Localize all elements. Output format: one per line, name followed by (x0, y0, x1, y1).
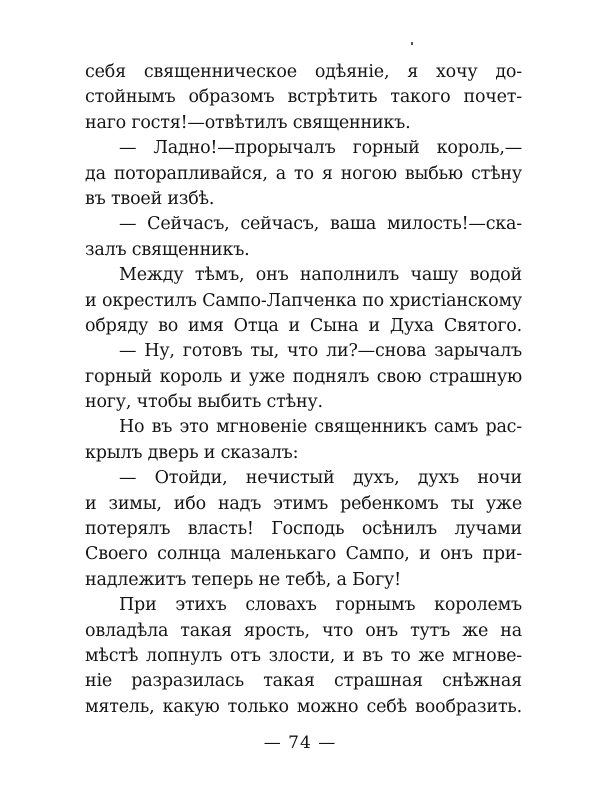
text-line: Своего солнца маленькаго Сампо, и онъ при- (85, 544, 522, 565)
text-line: Но въ это мгновеніе священникъ самъ рас- (119, 417, 522, 438)
text-line: да поторапливайся, а то я ногою выбью стѣну (85, 163, 522, 184)
print-speck (411, 42, 413, 45)
text-line: мятель, какую только можно себѣ вообразить. (85, 696, 522, 717)
text-line: обряду во имя Отца и Сына и Духа Святого. (85, 315, 522, 336)
text-line: — Ладно!—прорычалъ горный король,— (119, 138, 522, 159)
text-line: мѣстѣ лопнулъ отъ злости, и въ то же мгнове- (85, 645, 522, 666)
text-line: При этихъ словахъ горнымъ королемъ (119, 595, 522, 616)
text-line: овладѣла такая ярость, что онъ тутъ же на (85, 620, 522, 641)
text-line: ногу, чтобы выбить стѣну. (85, 392, 323, 413)
text-line: себя священническое одѣяніе, я хочу до- (85, 62, 522, 82)
text-line: крылъ дверь и сказалъ: (85, 442, 299, 463)
page-body-text (85, 60, 522, 720)
text-line: — Отойди, нечистый духъ, духъ ночи (119, 468, 522, 489)
text-line: — Ну, готовъ ты, что ли?—снова зарычалъ (119, 341, 522, 362)
text-line: горный король и уже поднялъ свою страшную (85, 366, 522, 387)
text-line: надлежитъ теперь не тебѣ, а Богу! (85, 569, 401, 590)
text-line: ніе разразилась такая страшная снѣжная (85, 671, 522, 692)
text-line: потерялъ власть! Господь осѣнилъ лучами (85, 519, 522, 540)
text-line: Между тѣмъ, онъ наполнилъ чашу водой (119, 265, 522, 286)
text-line: въ твоей избѣ. (85, 188, 215, 209)
page-number: — 74 — (263, 733, 337, 753)
text-line: и зимы, ибо надъ этимъ ребенкомъ ты уже (85, 493, 522, 514)
text-line: — Сейчасъ, сейчасъ, ваша милость!—ска- (119, 214, 522, 235)
text-line: залъ священникъ. (85, 239, 250, 260)
text-line: и окрестилъ Сампо-Лапченка по христіанскому (85, 290, 522, 311)
text-line: наго гостя!—отвѣтилъ священникъ. (85, 112, 411, 133)
text-line: стойнымъ образомъ встрѣтить такого почет- (85, 87, 522, 108)
